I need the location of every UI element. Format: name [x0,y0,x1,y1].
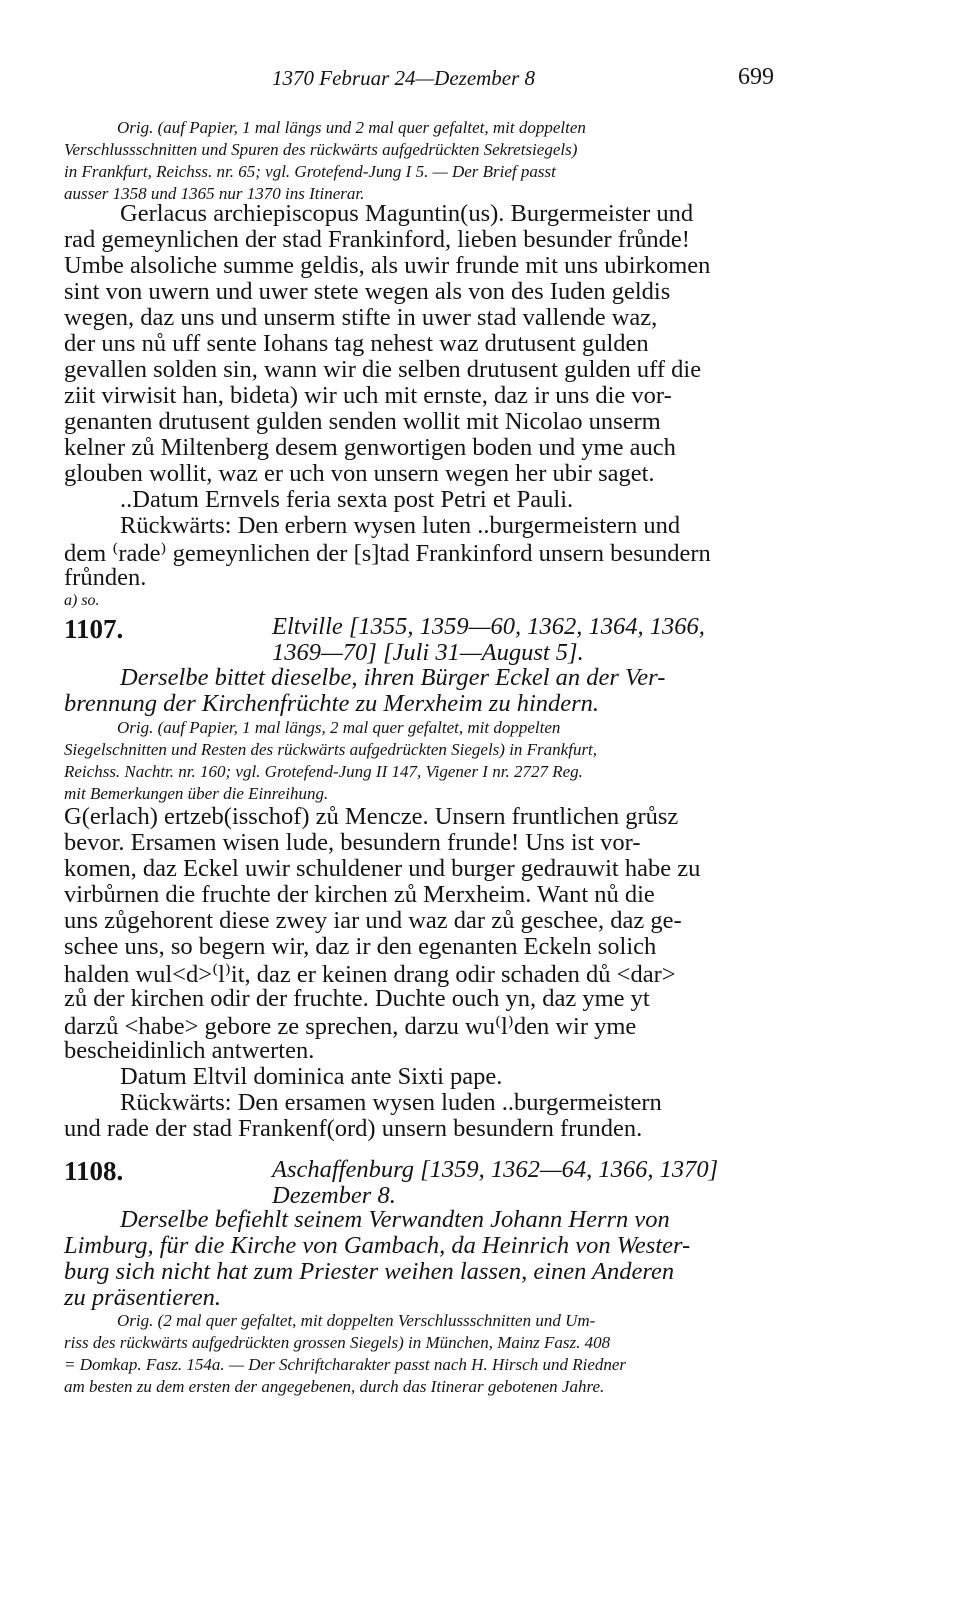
regest-line: Derselbe befiehlt seinem Verwandten Johann Herrn von [120,1206,670,1233]
letter-text-line: komen, daz Eckel uwir schuldener und burger gedrauwit habe zu [64,855,701,882]
letter-text-line: uns zůgehorent diese zwey iar und waz dar zů geschee, daz ge- [64,907,682,934]
archival-note-line: in Frankfurt, Reichss. nr. 65; vgl. Grotefend-Jung I 5. — Der Brief passt [64,162,556,181]
archival-note-line: mit Bemerkungen über die Einreihung. [64,784,329,803]
page-number: 699 [738,64,774,90]
letter-text-line: bescheidinlich antwerten. [64,1037,315,1064]
letter-text-line: Rückwärts: Den erbern wysen luten ..burgermeistern und [120,512,681,539]
regest-line: Limburg, für die Kirche von Gambach, da Heinrich von Wester- [64,1232,691,1259]
regest-line: burg sich nicht hat zum Priester weihen lassen, einen Anderen [64,1258,675,1285]
letter-text-line: frůnden. [64,564,147,591]
letter-text-line: darzů <habe> gebore ze sprechen, darzu wu⁽l⁾den wir yme [64,1013,637,1040]
letter-text-line: zů der kirchen odir der fruchte. Duchte ouch yn, daz yme yt [64,985,650,1012]
archival-note-line: Orig. (auf Papier, 1 mal längs und 2 mal quer gefaltet, mit doppelten [117,118,586,137]
regest-line: brennung der Kirchenfrüchte zu Merxheim zu hindern. [64,690,600,717]
letter-text-line: bevor. Ersamen wisen lude, besundern frunde! Uns ist vor- [64,829,641,856]
archival-note-line: Verschlussschnitten und Spuren des rückwärts aufgedrückten Sekretsiegels) [64,140,578,159]
regest-line: Derselbe bittet dieselbe, ihren Bürger Eckel an der Ver- [120,664,666,691]
archival-note-line: am besten zu dem ersten der angegebenen, durch das Itinerar gebotenen Jahre. [64,1377,605,1396]
letter-text-line: kelner zů Miltenberg desem genwortigen boden und yme auch [64,434,676,461]
archival-note-line: riss des rückwärts aufgedrückten grossen Siegels) in München, Mainz Fasz. 408 [64,1333,611,1352]
running-header-title: 1370 Februar 24—Dezember 8 [272,66,536,90]
archival-note-line: Siegelschnitten und Resten des rückwärts aufgedrückten Siegels) in Frankfurt, [64,740,598,759]
document-heading-line: 1369—70] [Juli 31—August 5]. [272,639,584,666]
archival-note-line: Reichss. Nachtr. nr. 160; vgl. Grotefend-Jung II 147, Vigener I nr. 2727 Reg. [64,762,583,781]
archival-note-line: = Domkap. Fasz. 154a. — Der Schriftcharakter passt nach H. Hirsch und Riedner [64,1355,627,1374]
letter-text-line: halden wul<d>⁽l⁾it, daz er keinen drang odir schaden dů <dar> [64,961,676,988]
letter-text-line: virbůrnen die fruchte der kirchen zů Merxheim. Want nů die [64,881,655,908]
letter-text-line: wegen, daz uns und unserm stifte in uwer stad vallende waz, [64,304,658,331]
letter-text-line: Rückwärts: Den ersamen wysen luden ..burgermeistern [120,1089,662,1116]
letter-text-line: dem ⁽rade⁾ gemeynlichen der [s]tad Frankinford unsern besundern [64,540,711,567]
archival-note-line: Orig. (auf Papier, 1 mal längs, 2 mal quer gefaltet, mit doppelten [117,718,561,737]
letter-text-line: der uns nů uff sente Iohans tag nehest waz drutusent gulden [64,330,649,357]
footnote: a) so. [64,592,100,609]
archival-note-line: Orig. (2 mal quer gefaltet, mit doppelten Verschlussschnitten und Um- [117,1311,596,1330]
letter-text-line: ziit virwisit han, bideta) wir uch mit ernste, daz ir uns die vor- [64,382,672,409]
letter-text-line: glouben wollit, waz er uch von unsern wegen her ubir saget. [64,460,655,487]
letter-text-line: gevallen solden sin, wann wir die selben drutusent gulden uff die [64,356,702,383]
letter-text-line: rad gemeynlichen der stad Frankinford, lieben besunder frůnde! [64,226,690,253]
letter-text-line: G(erlach) ertzeb(isschof) zů Mencze. Unsern fruntlichen grůsz [64,803,679,830]
document-heading-line: Eltville [1355, 1359—60, 1362, 1364, 1366, [272,613,705,640]
letter-text-line: und rade der stad Frankenf(ord) unsern besundern frunden. [64,1115,643,1142]
document-number: 1107. [64,614,124,644]
letter-text-line: Gerlacus archiepiscopus Maguntin(us). Burgermeister und [120,200,694,227]
letter-text-line: sint von uwern und uwer stete wegen als von des Iuden geldis [64,278,671,305]
letter-text-line: schee uns, so begern wir, daz ir den egenanten Eckeln solich [64,933,657,960]
document-heading-line: Aschaffenburg [1359, 1362—64, 1366, 1370] [272,1156,719,1183]
letter-text-line: ..Datum Ernvels feria sexta post Petri et Pauli. [120,486,574,513]
letter-text-line: Datum Eltvil dominica ante Sixti pape. [120,1063,503,1090]
document-heading-line: Dezember 8. [272,1182,396,1209]
document-number: 1108. [64,1156,124,1186]
letter-text-line: genanten drutusent gulden senden wollit mit Nicolao unserm [64,408,661,435]
archival-note-line: ausser 1358 und 1365 nur 1370 ins Itinerar. [64,184,365,203]
regest-line: zu präsentieren. [64,1284,221,1311]
letter-text-line: Umbe alsoliche summe geldis, als uwir frunde mit uns ubirkomen [64,252,711,279]
